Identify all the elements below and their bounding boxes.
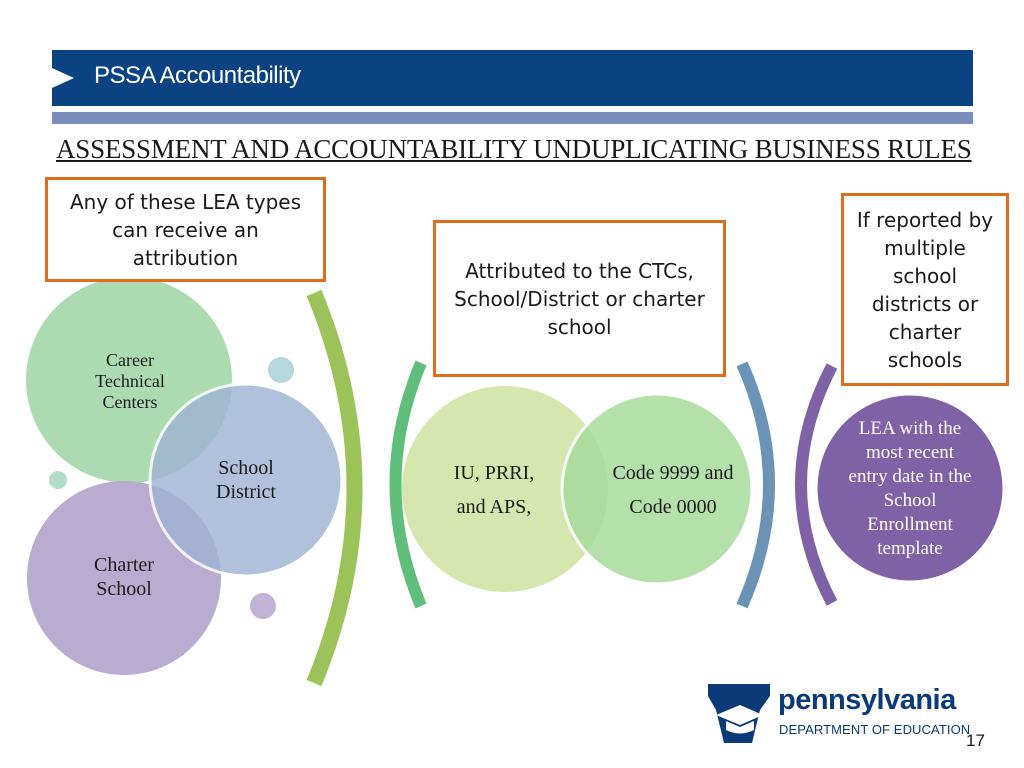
decorative-dot xyxy=(49,471,67,489)
decorative-dot xyxy=(250,593,276,619)
label-iu: IU, PRRI, and APS, xyxy=(453,462,535,518)
slide-heading: ASSESSMENT AND ACCOUNTABILITY UNDUPLICATING BUSINESS RULES xyxy=(56,134,972,164)
label-code: Code 9999 and Code 0000 xyxy=(612,462,734,518)
callout-lea-types xyxy=(45,177,326,282)
keystone-logo-icon xyxy=(708,684,770,743)
label-lea-recent: LEA with the most recent entry date in the School Enrollment template xyxy=(848,418,972,559)
page-number: 17 xyxy=(966,731,985,750)
callout-lea-types-text: Any of these LEA types can receive an attribution xyxy=(69,189,301,270)
callout-attributed xyxy=(433,220,726,377)
callout-reported-text: If reported by multiple school districts or charter schools xyxy=(856,207,994,372)
decorative-dot xyxy=(268,357,294,383)
label-district: School District xyxy=(216,457,276,503)
label-ctc: Career Technical Centers xyxy=(95,349,165,412)
logo-wordmark: pennsylvania xyxy=(778,684,956,716)
callout-reported xyxy=(841,193,1009,386)
label-charter: Charter School xyxy=(94,554,154,600)
header-title: PSSA Accountability xyxy=(94,62,301,89)
logo-department: DEPARTMENT OF EDUCATION xyxy=(779,722,971,737)
callout-attributed-text: Attributed to the CTCs, School/District or charter school xyxy=(454,258,705,339)
